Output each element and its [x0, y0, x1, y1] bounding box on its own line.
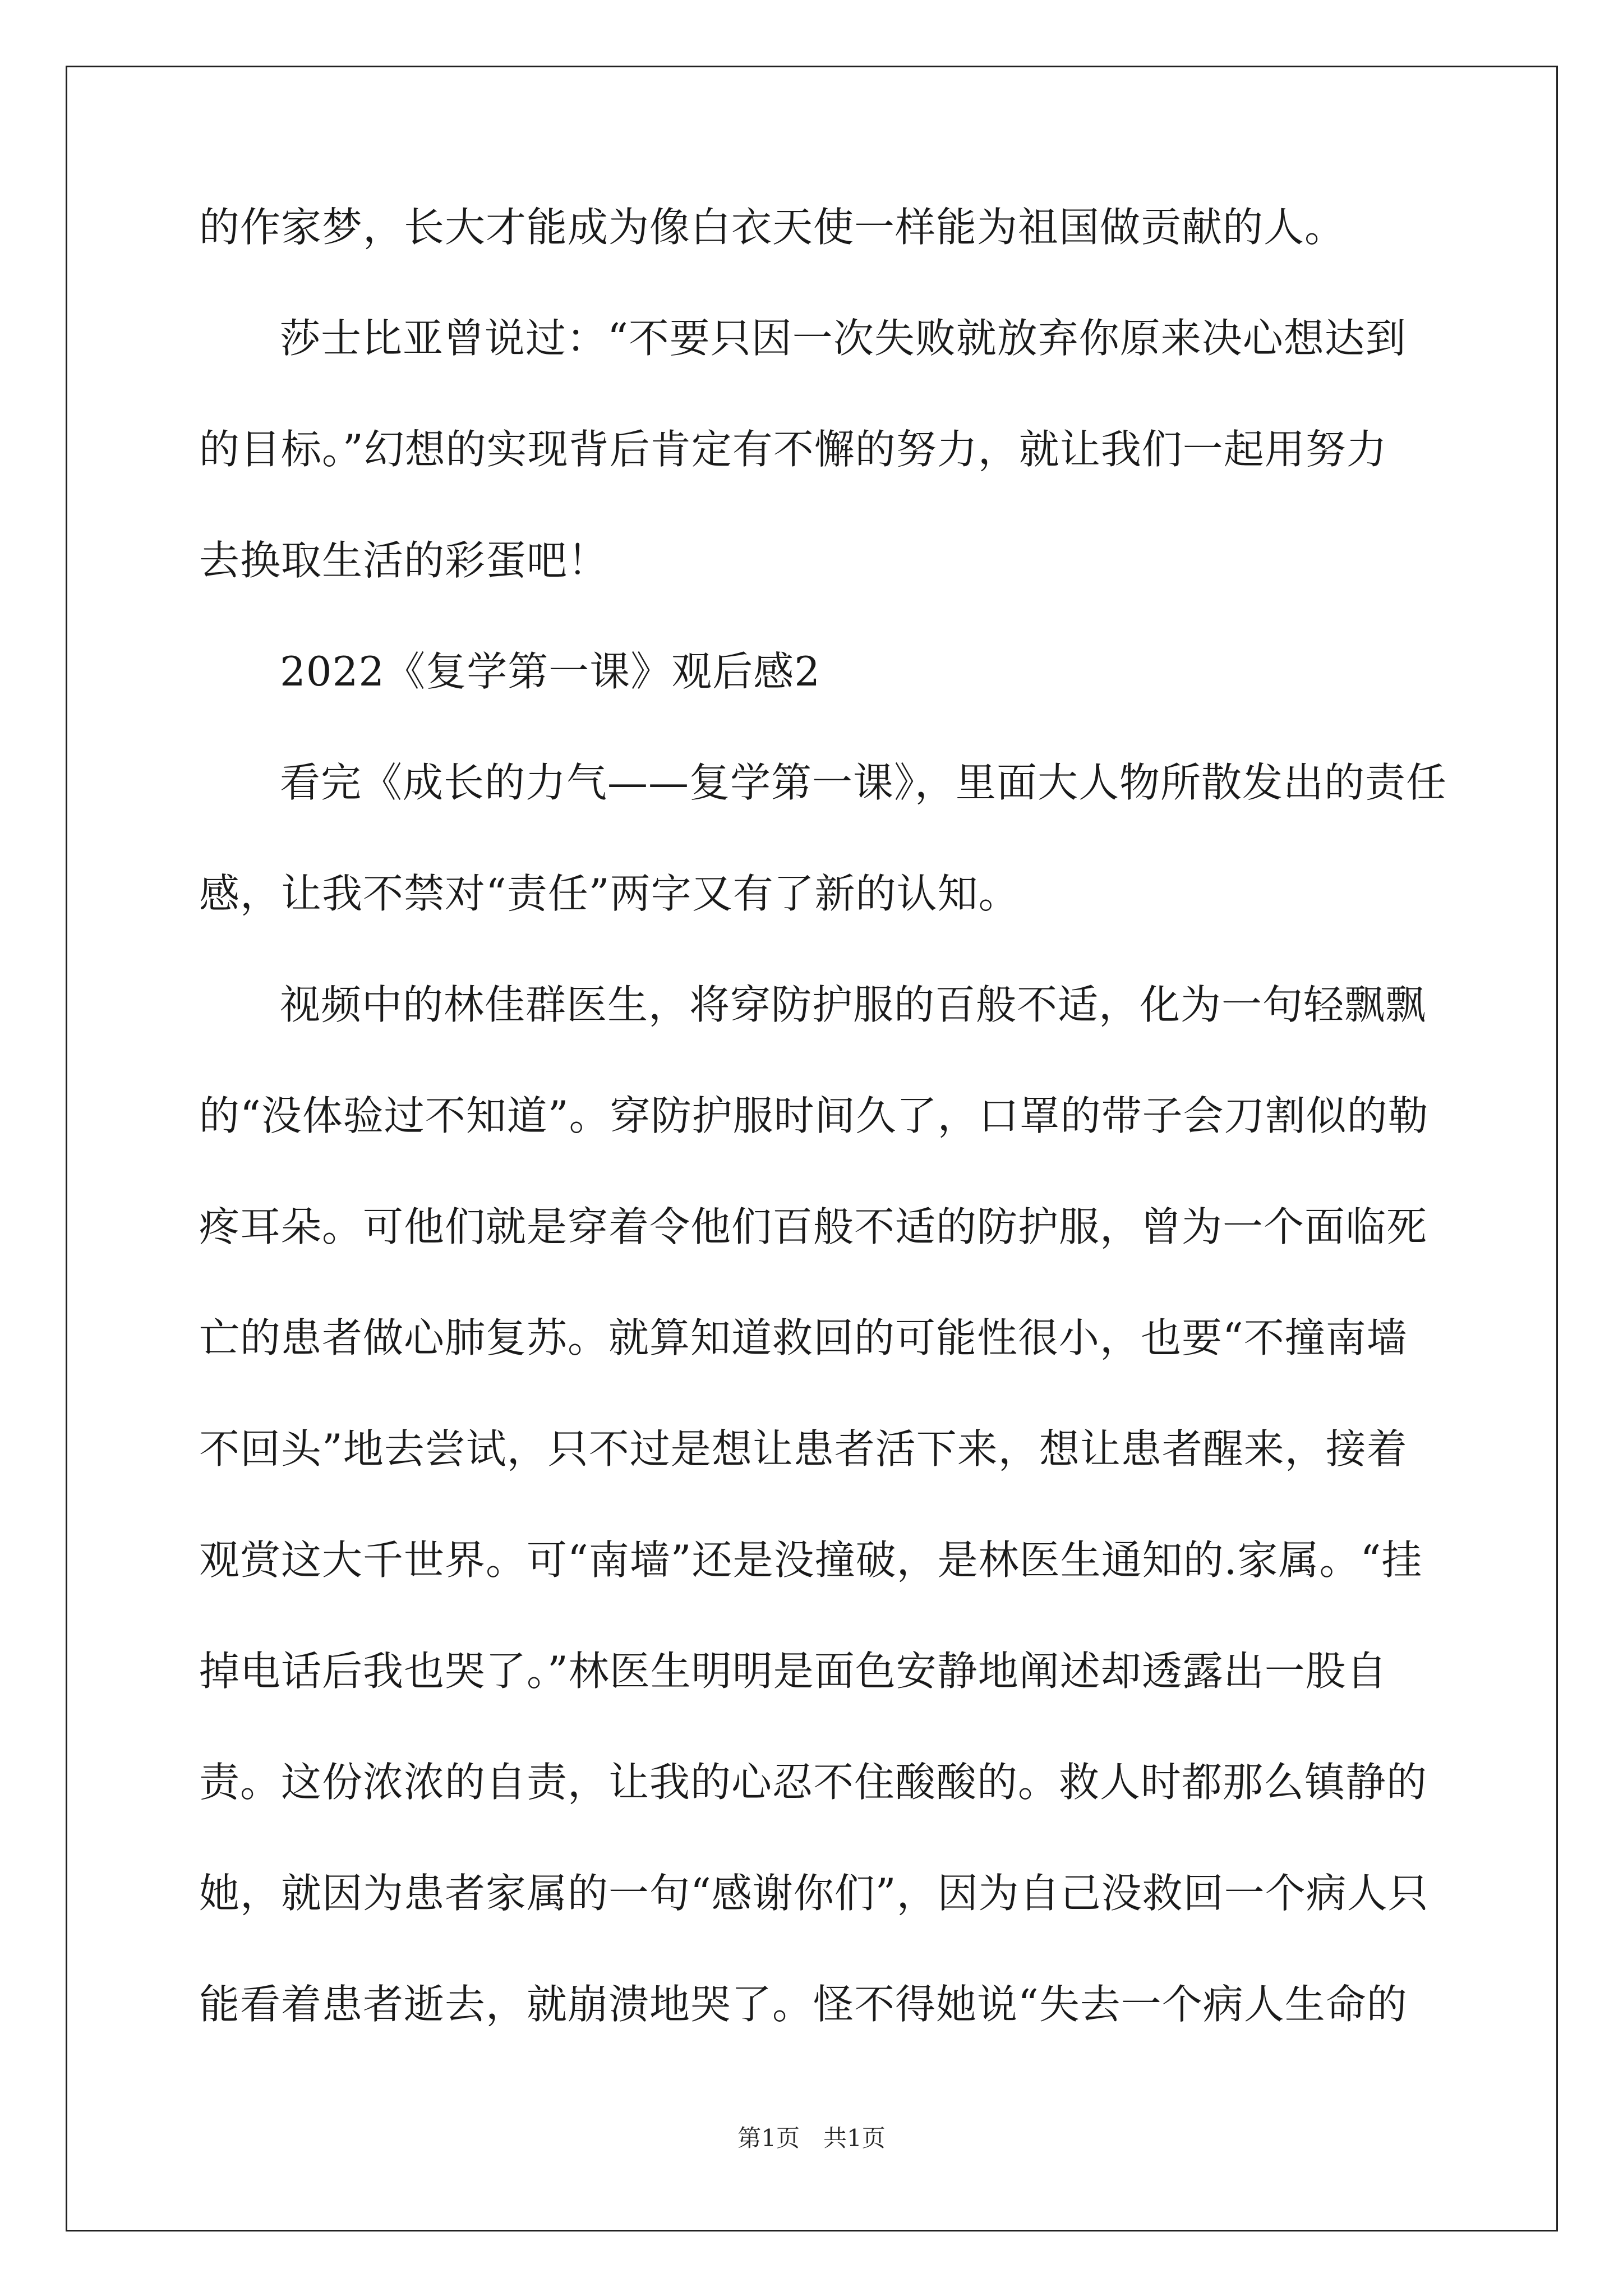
- text-line: 疼耳朵。可他们就是穿着令他们百般不适的防护服，曾为一个面临死: [199, 1203, 1428, 1250]
- text-line: 亡的患者做心肺复苏。就算知道救回的可能性很小，也要“不撞南墙: [199, 1314, 1408, 1361]
- page-footer: 第1页 共1页: [737, 2124, 886, 2152]
- text-line: 视频中的林佳群医生，将穿防护服的百般不适，化为一句轻飘飘: [280, 981, 1427, 1028]
- text-line: 感，让我不禁对“责任”两字又有了新的认知。: [199, 870, 1020, 917]
- text-line: 观赏这大千世界。可“南墙”还是没撞破，是林医生通知的.家属。“挂: [199, 1536, 1423, 1584]
- text-line: 去换取生活的彩蛋吧！: [199, 537, 609, 584]
- section-heading: 2022《复学第一课》观后感2: [280, 648, 821, 695]
- text-line: 她，就因为患者家属的一句“感谢你们”，因为自己没救回一个病人只: [199, 1870, 1429, 1917]
- text-line: 看完《成长的力气——复学第一课》，里面大人物所散发出的责任: [280, 759, 1447, 806]
- text-line: 责。这份浓浓的自责，让我的心忍不住酸酸的。救人时都那么镇静的: [199, 1759, 1428, 1806]
- text-line: 的“没体验过不知道”。穿防护服时间久了，口罩的带子会刀割似的勒: [199, 1092, 1429, 1139]
- text-line: 的目标。”幻想的实现背后肯定有不懈的努力，就让我们一起用努力: [199, 426, 1387, 473]
- text-line: 莎士比亚曾说过：“不要只因一次失败就放弃你原来决心想达到: [280, 315, 1407, 362]
- text-line: 掉电话后我也哭了。”林医生明明是面色安静地阐述却透露出一股自: [199, 1648, 1387, 1695]
- text-line: 不回头”地去尝试，只不过是想让患者活下来，想让患者醒来，接着: [199, 1425, 1408, 1473]
- text-line: 能看着患者逝去，就崩溃地哭了。怪不得她说“失去一个病人生命的: [199, 1981, 1408, 2028]
- text-line: 的作家梦，长大才能成为像白衣天使一样能为祖国做贡献的人。: [199, 204, 1346, 251]
